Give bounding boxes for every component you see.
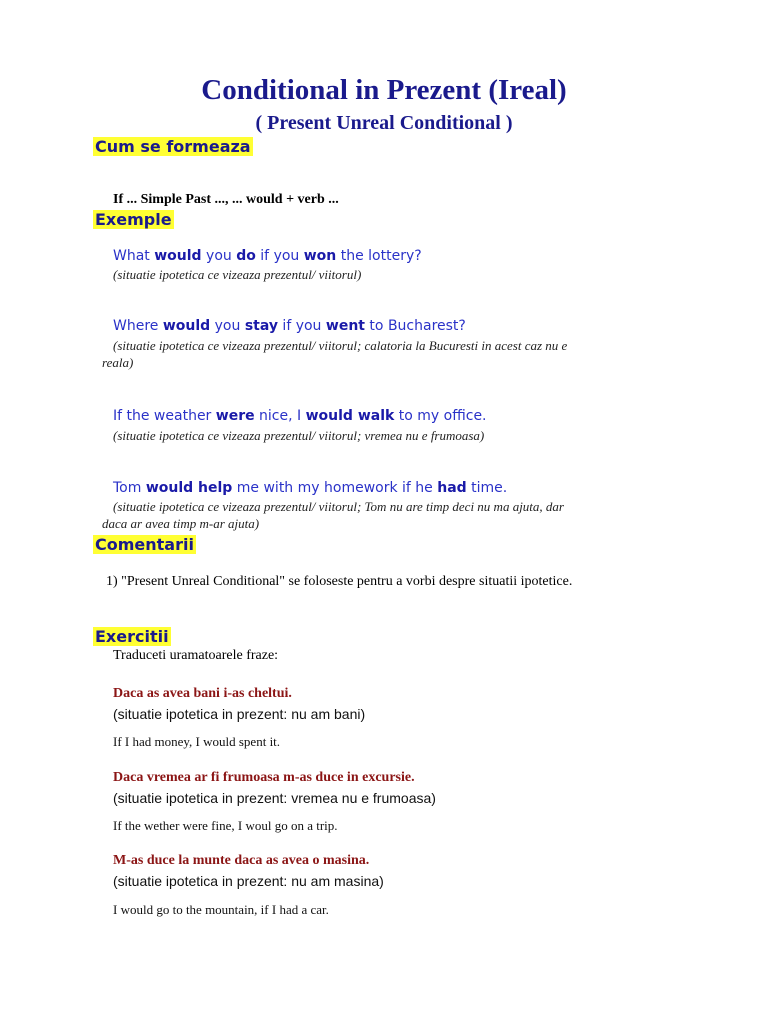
example-sentence: Where would you stay if you went to Bucharest? [113, 318, 466, 334]
page-subtitle: ( Present Unreal Conditional ) [255, 112, 513, 134]
section-heading-comentarii: Comentarii [95, 535, 194, 554]
exercise-question: M-as duce la munte daca as avea o masina. [113, 853, 370, 868]
example-note: (situatie ipotetica ce vizeaza prezentul/ viitorul; Tom nu are timp deci nu ma ajuta, dar [113, 499, 564, 514]
example-note: daca ar avea timp m-ar ajuta) [102, 516, 260, 531]
exercise-answer: I would go to the mountain, if I had a car. [113, 902, 329, 917]
example-note: (situatie ipotetica ce vizeaza prezentul/ viitorul; calatoria la Bucuresti in acest caz nu e [113, 338, 568, 353]
example-sentence: Tom would help me with my homework if he had time. [113, 480, 508, 496]
section-heading-formare: Cum se formeaza [95, 137, 251, 156]
exercise-answer: If I had money, I would spent it. [113, 734, 281, 749]
formula-text: If ... Simple Past ..., ... would + verb ... [113, 192, 339, 207]
section-heading-exemple: Exemple [95, 210, 172, 229]
exercise-context: (situatie ipotetica in prezent: nu am masina) [113, 873, 384, 889]
comment-item: 1) "Present Unreal Conditional" se foloseste pentru a vorbi despre situatii ipotetice. [106, 574, 573, 589]
section-heading-exercitii: Exercitii [95, 627, 169, 646]
page-title: Conditional in Prezent (Ireal) [201, 74, 567, 106]
example-sentence: If the weather were nice, I would walk to my office. [113, 408, 487, 424]
exercise-context: (situatie ipotetica in prezent: nu am bani) [113, 706, 366, 722]
exercise-answer: If the wether were fine, I woul go on a trip. [113, 818, 338, 833]
example-sentence: What would you do if you won the lottery? [113, 248, 422, 264]
exercise-context: (situatie ipotetica in prezent: vremea nu e frumoasa) [113, 790, 436, 806]
example-note: (situatie ipotetica ce vizeaza prezentul/ viitorul) [113, 267, 362, 282]
example-note: reala) [102, 355, 134, 370]
exercise-question: Daca vremea ar fi frumoasa m-as duce in excursie. [113, 770, 415, 785]
example-note: (situatie ipotetica ce vizeaza prezentul/ viitorul; vremea nu e frumoasa) [113, 428, 485, 443]
exercise-intro: Traduceti uramatoarele fraze: [113, 648, 279, 663]
exercise-question: Daca as avea bani i-as cheltui. [113, 686, 292, 701]
